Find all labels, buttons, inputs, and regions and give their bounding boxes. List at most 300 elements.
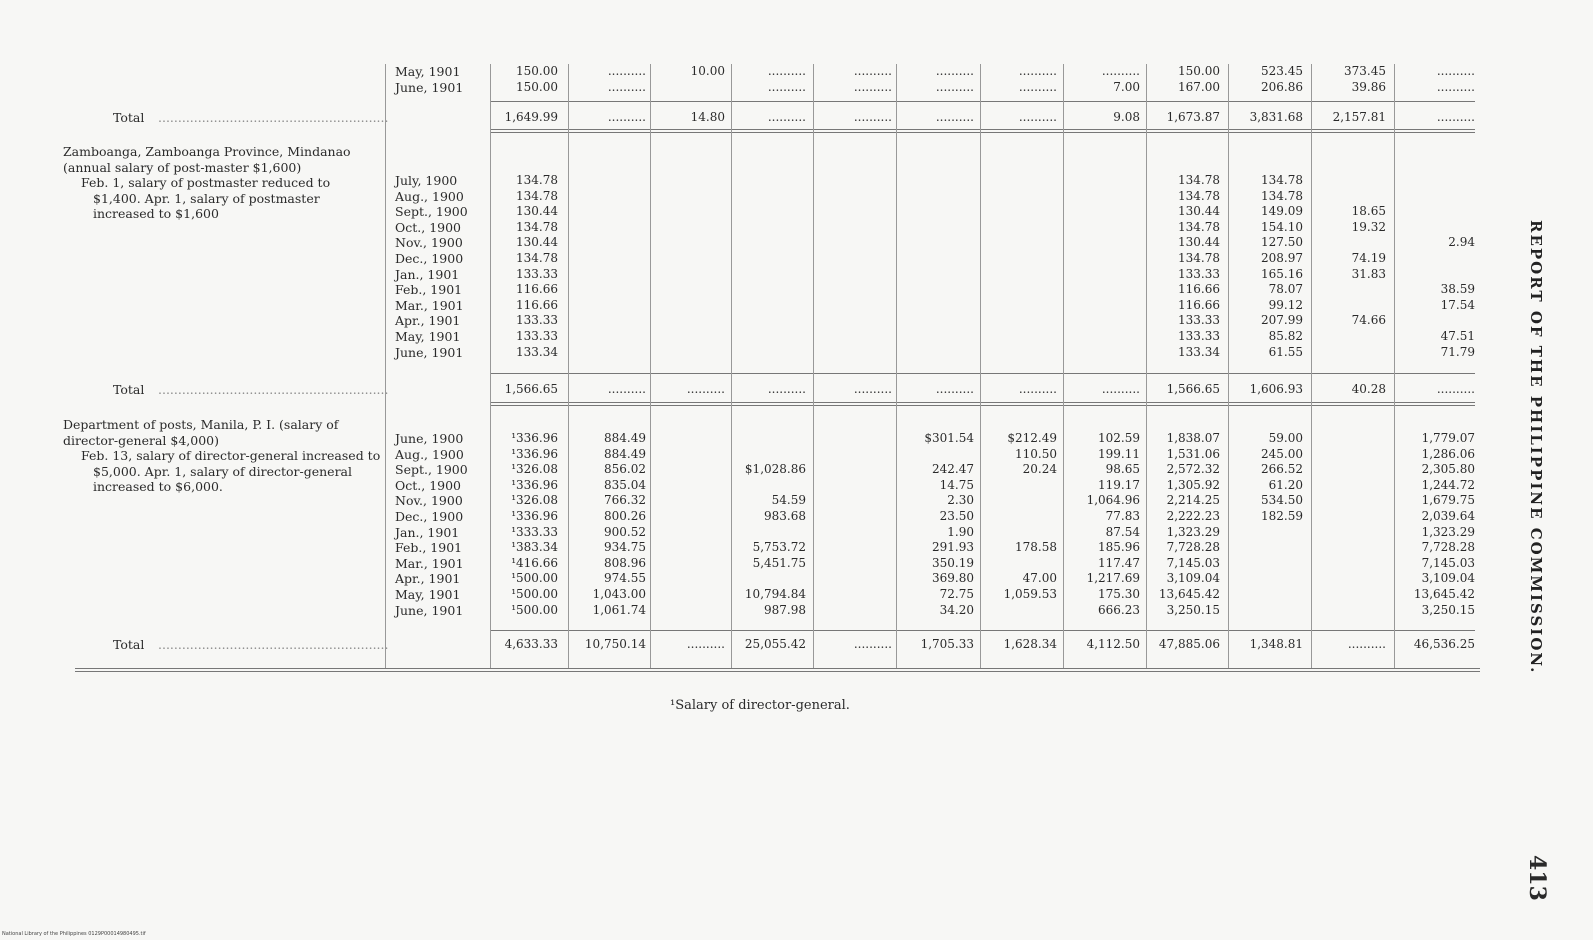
amount-column	[898, 173, 974, 360]
amount-cell	[815, 235, 892, 251]
amount-column	[1313, 431, 1386, 618]
amount-cell	[652, 235, 725, 251]
amount-cell	[733, 329, 806, 345]
amount-cell	[1313, 525, 1386, 541]
amount-cell	[898, 267, 974, 283]
rule	[490, 373, 1475, 374]
amount-cell: 98.65	[1105, 462, 1140, 477]
amount-cell: ..........	[1018, 79, 1057, 94]
amount-cell: 5,753.72	[752, 540, 806, 555]
date-cell: Feb., 1901	[395, 540, 463, 556]
amount-cell: 72.75	[939, 586, 974, 601]
column-rule	[490, 64, 491, 668]
amount-cell	[733, 447, 806, 463]
amount-cell: 133.33	[1178, 266, 1220, 281]
total-cell: ..........	[1436, 382, 1475, 396]
amount-cell	[652, 329, 725, 345]
amount-cell	[1313, 540, 1386, 556]
amount-cell: 2,572.32	[1166, 462, 1220, 477]
amount-cell	[982, 298, 1057, 314]
amount-cell: 1,305.92	[1166, 477, 1220, 492]
amount-cell: 99.12	[1268, 297, 1303, 312]
amount-cell	[982, 173, 1057, 189]
total-cell: ..........	[853, 110, 892, 124]
page-number: 413	[1524, 855, 1550, 901]
amount-cell: 127.50	[1261, 235, 1303, 250]
column-rule	[1311, 64, 1312, 668]
amount-cell: 150.00	[1178, 64, 1220, 78]
amount-cell: 14.75	[939, 477, 974, 492]
amount-cell	[652, 540, 725, 556]
amount-cell: 13,645.42	[1413, 586, 1475, 601]
amount-cell: 974.55	[604, 571, 646, 586]
amount-column	[733, 64, 806, 95]
amount-cell	[570, 251, 646, 267]
amount-cell	[733, 298, 806, 314]
amount-cell	[1396, 313, 1475, 329]
total-cell: ..........	[1436, 110, 1475, 124]
amount-column	[570, 64, 646, 95]
amount-cell: 199.11	[1098, 446, 1140, 461]
amount-cell	[982, 282, 1057, 298]
amount-cell: 3,109.04	[1166, 571, 1220, 586]
amount-cell	[982, 493, 1057, 509]
amount-cell	[652, 462, 725, 478]
date-cell: Sept., 1900	[395, 204, 468, 220]
amount-cell	[1313, 571, 1386, 587]
amount-cell	[898, 204, 974, 220]
amount-cell	[1313, 556, 1386, 572]
amount-cell	[1065, 329, 1140, 345]
amount-cell	[1065, 173, 1140, 189]
amount-column	[488, 431, 558, 618]
amount-cell	[815, 447, 892, 463]
total-cell: 2,157.81	[1332, 110, 1386, 124]
total-cell: ..........	[853, 382, 892, 396]
amount-cell	[1396, 204, 1475, 220]
amount-cell: 10.00	[690, 64, 725, 78]
amount-column	[1396, 431, 1475, 618]
amount-cell: 47.51	[1440, 328, 1475, 343]
amount-cell: 149.09	[1261, 204, 1303, 219]
amount-cell: 987.98	[764, 602, 806, 617]
date-cell: Sept., 1900	[395, 462, 468, 478]
amount-cell	[815, 282, 892, 298]
amount-column	[815, 431, 892, 618]
total-cell: 1,566.65	[504, 382, 558, 396]
amount-cell	[898, 329, 974, 345]
amount-cell	[898, 220, 974, 236]
amount-cell: ¹333.33	[511, 524, 558, 539]
amount-cell: 245.00	[1261, 446, 1303, 461]
amount-cell: 3,250.15	[1166, 602, 1220, 617]
amount-cell	[815, 267, 892, 283]
amount-cell	[815, 251, 892, 267]
amount-cell	[982, 509, 1057, 525]
amount-cell	[652, 447, 725, 463]
date-cell: Jan., 1901	[395, 524, 460, 540]
amount-cell	[570, 345, 646, 361]
amount-cell: 38.59	[1440, 282, 1475, 297]
amount-cell: 110.50	[1015, 446, 1057, 461]
date-cell: Mar., 1901	[395, 297, 464, 313]
amount-cell: 2.30	[947, 493, 974, 508]
amount-cell: 20.24	[1022, 462, 1057, 477]
amount-cell: 34.20	[939, 602, 974, 617]
amount-cell: 74.19	[1351, 250, 1386, 265]
amount-cell: 133.33	[516, 266, 558, 281]
amount-cell	[652, 282, 725, 298]
amount-column	[1313, 64, 1386, 95]
amount-column	[652, 64, 725, 95]
rule	[490, 101, 1475, 102]
date-column	[395, 431, 468, 618]
amount-column	[1148, 173, 1220, 360]
amount-cell: 1,059.53	[1003, 586, 1057, 601]
amount-cell: 116.66	[1178, 297, 1220, 312]
amount-cell	[1396, 189, 1475, 205]
total-cell: ..........	[767, 382, 806, 396]
amount-cell: ¹500.00	[511, 586, 558, 601]
total-cell: 1,673.87	[1166, 110, 1220, 124]
description-note: Feb. 1, salary of postmaster reduced to $1,400. Apr. 1, salary of postmaster increased to $1,600	[81, 175, 331, 222]
amount-cell: 71.79	[1440, 344, 1475, 359]
amount-cell	[1313, 493, 1386, 509]
amount-cell	[733, 431, 806, 447]
amount-cell: 1,323.29	[1421, 524, 1475, 539]
amount-cell: 77.83	[1105, 508, 1140, 523]
amount-cell	[1313, 298, 1386, 314]
amount-cell: ¹326.08	[511, 462, 558, 477]
date-cell: Nov., 1900	[395, 235, 463, 251]
amount-cell: 178.58	[1015, 540, 1057, 555]
amount-cell: 369.80	[932, 571, 974, 586]
amount-column	[982, 173, 1057, 360]
column-rule	[1146, 64, 1147, 668]
amount-column	[488, 173, 558, 360]
total-cell: 4,112.50	[1086, 637, 1140, 651]
amount-cell	[898, 189, 974, 205]
amount-cell: 134.78	[516, 188, 558, 203]
amount-cell: 182.59	[1261, 508, 1303, 523]
amount-cell: 3,250.15	[1421, 602, 1475, 617]
amount-cell	[652, 298, 725, 314]
amount-cell	[652, 587, 725, 603]
amount-cell: ¹336.96	[511, 431, 558, 445]
total-cell: 1,705.33	[920, 637, 974, 651]
amount-cell	[1313, 462, 1386, 478]
amount-cell: 59.00	[1268, 431, 1303, 445]
amount-cell	[570, 313, 646, 329]
date-cell: Jan., 1901	[395, 266, 460, 282]
amount-cell	[982, 220, 1057, 236]
amount-cell: 1,043.00	[592, 586, 646, 601]
column-rule	[896, 64, 897, 668]
amount-cell	[1065, 282, 1140, 298]
amount-cell	[982, 525, 1057, 541]
total-cell: 47,885.06	[1158, 637, 1220, 651]
amount-cell	[898, 282, 974, 298]
amount-cell	[1065, 267, 1140, 283]
amount-cell	[815, 189, 892, 205]
total-cell: 1,606.93	[1249, 382, 1303, 396]
amount-cell: 74.66	[1351, 313, 1386, 328]
amount-cell: ..........	[853, 79, 892, 94]
description-main: Department of posts, Manila, P. I. (salary of director-general $4,000)	[63, 417, 339, 448]
amount-cell: 133.33	[1178, 313, 1220, 328]
amount-cell	[982, 556, 1057, 572]
amount-cell	[733, 235, 806, 251]
amount-cell	[1065, 345, 1140, 361]
amount-cell	[1065, 204, 1140, 220]
amount-cell: 165.16	[1261, 266, 1303, 281]
total-cell: ..........	[607, 110, 646, 124]
amount-cell: 133.34	[1178, 344, 1220, 359]
amount-cell: 835.04	[604, 477, 646, 492]
amount-cell: 7,728.28	[1421, 540, 1475, 555]
amount-cell	[733, 525, 806, 541]
description-main: Zamboanga, Zamboanga Province, Mindanao (annual salary of post-master $1,600)	[63, 144, 351, 175]
amount-cell	[1065, 235, 1140, 251]
amount-cell	[1313, 282, 1386, 298]
amount-cell	[570, 282, 646, 298]
amount-column	[1396, 173, 1475, 360]
date-cell: Aug., 1900	[395, 446, 464, 462]
amount-cell: 7,728.28	[1166, 540, 1220, 555]
amount-cell: 2,222.23	[1166, 508, 1220, 523]
amount-cell: 884.49	[604, 446, 646, 461]
amount-cell	[652, 509, 725, 525]
amount-cell: 766.32	[604, 493, 646, 508]
amount-column	[898, 431, 974, 618]
amount-cell	[652, 189, 725, 205]
scan-credit: National Library of the Philippines 0129P00014980495.tif	[2, 931, 146, 937]
amount-cell	[1313, 478, 1386, 494]
amount-cell	[652, 493, 725, 509]
date-cell: July, 1900	[395, 173, 458, 188]
amount-cell	[652, 556, 725, 572]
amount-cell: 185.96	[1098, 540, 1140, 555]
amount-cell	[982, 603, 1057, 619]
amount-cell: 130.44	[516, 204, 558, 219]
amount-cell	[1065, 251, 1140, 267]
amount-cell: 373.45	[1344, 64, 1386, 78]
date-cell: May, 1901	[395, 328, 461, 344]
total-cell: 1,348.81	[1249, 637, 1303, 651]
amount-cell	[815, 603, 892, 619]
amount-cell: 2,214.25	[1166, 493, 1220, 508]
amount-column	[1230, 173, 1303, 360]
amount-cell: 1,286.06	[1421, 446, 1475, 461]
amount-cell: 207.99	[1261, 313, 1303, 328]
amount-cell: $212.49	[1007, 431, 1057, 445]
amount-cell	[898, 235, 974, 251]
amount-cell	[652, 478, 725, 494]
date-cell: June, 1901	[395, 79, 464, 95]
column-rule	[813, 64, 814, 668]
amount-cell: 134.78	[1178, 173, 1220, 187]
total-cell: 4,633.33	[504, 637, 558, 651]
amount-cell: 208.97	[1261, 250, 1303, 265]
amount-cell	[1313, 447, 1386, 463]
leader-dots: ..........................................................	[158, 637, 389, 652]
amount-cell	[1065, 298, 1140, 314]
amount-cell	[815, 556, 892, 572]
total-cell: 10,750.14	[584, 637, 646, 651]
amount-cell: $301.54	[924, 431, 974, 445]
total-cell: ..........	[686, 382, 725, 396]
amount-cell: 808.96	[604, 555, 646, 570]
amount-cell	[733, 267, 806, 283]
amount-cell	[815, 220, 892, 236]
date-cell: Dec., 1900	[395, 508, 464, 524]
amount-cell: 2,305.80	[1421, 462, 1475, 477]
amount-cell	[1065, 189, 1140, 205]
amount-cell: 2,039.64	[1421, 508, 1475, 523]
total-cell: ..........	[853, 637, 892, 651]
amount-cell: 523.45	[1261, 64, 1303, 78]
amount-cell	[815, 525, 892, 541]
amount-cell	[733, 220, 806, 236]
amount-cell	[652, 525, 725, 541]
date-cell: June, 1901	[395, 344, 464, 360]
amount-cell	[982, 251, 1057, 267]
amount-cell	[898, 447, 974, 463]
leader-dots: ..........................................................	[158, 382, 389, 397]
amount-cell	[652, 345, 725, 361]
amount-cell	[1313, 587, 1386, 603]
date-column	[395, 64, 463, 95]
amount-cell: 1,323.29	[1166, 524, 1220, 539]
amount-cell	[652, 571, 725, 587]
total-cell: 1,566.65	[1166, 382, 1220, 396]
amount-cell	[815, 313, 892, 329]
amount-cell	[982, 235, 1057, 251]
amount-cell: 150.00	[516, 79, 558, 94]
amount-column	[733, 173, 806, 360]
date-column	[395, 173, 468, 360]
amount-cell: 54.59	[771, 493, 806, 508]
total-cell: 40.28	[1351, 382, 1386, 396]
amount-cell: 900.52	[604, 524, 646, 539]
amount-cell: 934.75	[604, 540, 646, 555]
amount-cell	[1230, 556, 1303, 572]
amount-cell	[1230, 540, 1303, 556]
amount-cell: 116.66	[516, 297, 558, 312]
amount-cell: 116.66	[516, 282, 558, 297]
amount-cell	[815, 478, 892, 494]
amount-cell: 242.47	[932, 462, 974, 477]
total-cell: 25,055.42	[744, 637, 806, 651]
amount-cell	[570, 220, 646, 236]
amount-cell: 87.54	[1105, 524, 1140, 539]
total-cell: ..........	[1347, 637, 1386, 651]
double-rule	[75, 668, 1480, 672]
amount-cell: ..........	[607, 79, 646, 94]
amount-cell: 133.33	[516, 328, 558, 343]
amount-cell: 150.00	[516, 64, 558, 78]
total-cell: ..........	[1101, 382, 1140, 396]
double-rule	[490, 129, 1475, 133]
date-cell: June, 1900	[395, 431, 464, 446]
amount-cell	[733, 571, 806, 587]
amount-cell	[982, 478, 1057, 494]
date-cell: May, 1901	[395, 64, 461, 79]
amount-column	[570, 431, 646, 618]
amount-cell: ¹500.00	[511, 602, 558, 617]
amount-cell: 133.33	[1178, 328, 1220, 343]
amount-cell: 1.90	[947, 524, 974, 539]
column-rule	[1228, 64, 1229, 668]
amount-cell	[1313, 189, 1386, 205]
amount-cell: 117.47	[1098, 555, 1140, 570]
amount-cell: 61.20	[1268, 477, 1303, 492]
amount-cell: 134.78	[1261, 188, 1303, 203]
amount-cell	[1313, 235, 1386, 251]
amount-cell	[652, 220, 725, 236]
column-rule	[1394, 64, 1395, 668]
amount-cell: 133.33	[516, 313, 558, 328]
amount-cell: 102.59	[1098, 431, 1140, 445]
amount-cell	[733, 313, 806, 329]
amount-cell: 350.19	[932, 555, 974, 570]
amount-cell	[815, 540, 892, 556]
amount-cell	[1065, 220, 1140, 236]
amount-cell: 800.26	[604, 508, 646, 523]
amount-cell	[733, 251, 806, 267]
amount-cell: ..........	[853, 64, 892, 78]
amount-column	[1148, 431, 1220, 618]
total-cell: 14.80	[690, 110, 725, 124]
amount-cell: ¹336.96	[511, 508, 558, 523]
total-cell: 1,649.99	[504, 110, 558, 124]
amount-column	[982, 64, 1057, 95]
amount-column	[1396, 64, 1475, 95]
amount-cell: 78.07	[1268, 282, 1303, 297]
column-rule	[568, 64, 569, 668]
amount-cell	[1313, 509, 1386, 525]
amount-cell: 167.00	[1178, 79, 1220, 94]
total-cell: ..........	[607, 382, 646, 396]
amount-cell	[1230, 571, 1303, 587]
row-description	[63, 417, 381, 495]
amount-cell: ..........	[1018, 64, 1057, 78]
amount-cell: 133.34	[516, 344, 558, 359]
amount-cell: 7,145.03	[1166, 555, 1220, 570]
amount-cell	[652, 173, 725, 189]
amount-cell: 1,244.72	[1421, 477, 1475, 492]
amount-cell	[815, 587, 892, 603]
total-cell: ..........	[1018, 110, 1057, 124]
date-cell: Oct., 1900	[395, 477, 462, 493]
amount-cell	[815, 462, 892, 478]
amount-cell: 1,779.07	[1421, 431, 1475, 445]
total-cell: ..........	[686, 637, 725, 651]
amount-cell: 134.78	[1178, 188, 1220, 203]
amount-cell	[815, 493, 892, 509]
amount-cell	[1230, 603, 1303, 619]
amount-cell	[1396, 267, 1475, 283]
date-cell: Dec., 1900	[395, 250, 464, 266]
amount-cell: ..........	[1436, 79, 1475, 94]
amount-column	[898, 64, 974, 95]
amount-column	[1230, 431, 1303, 618]
running-head: REPORT OF THE PHILIPPINE COMMISSION.	[1527, 220, 1545, 675]
amount-cell	[982, 313, 1057, 329]
amount-cell: 1,531.06	[1166, 446, 1220, 461]
date-cell: May, 1901	[395, 586, 461, 602]
amount-cell	[1313, 173, 1386, 189]
